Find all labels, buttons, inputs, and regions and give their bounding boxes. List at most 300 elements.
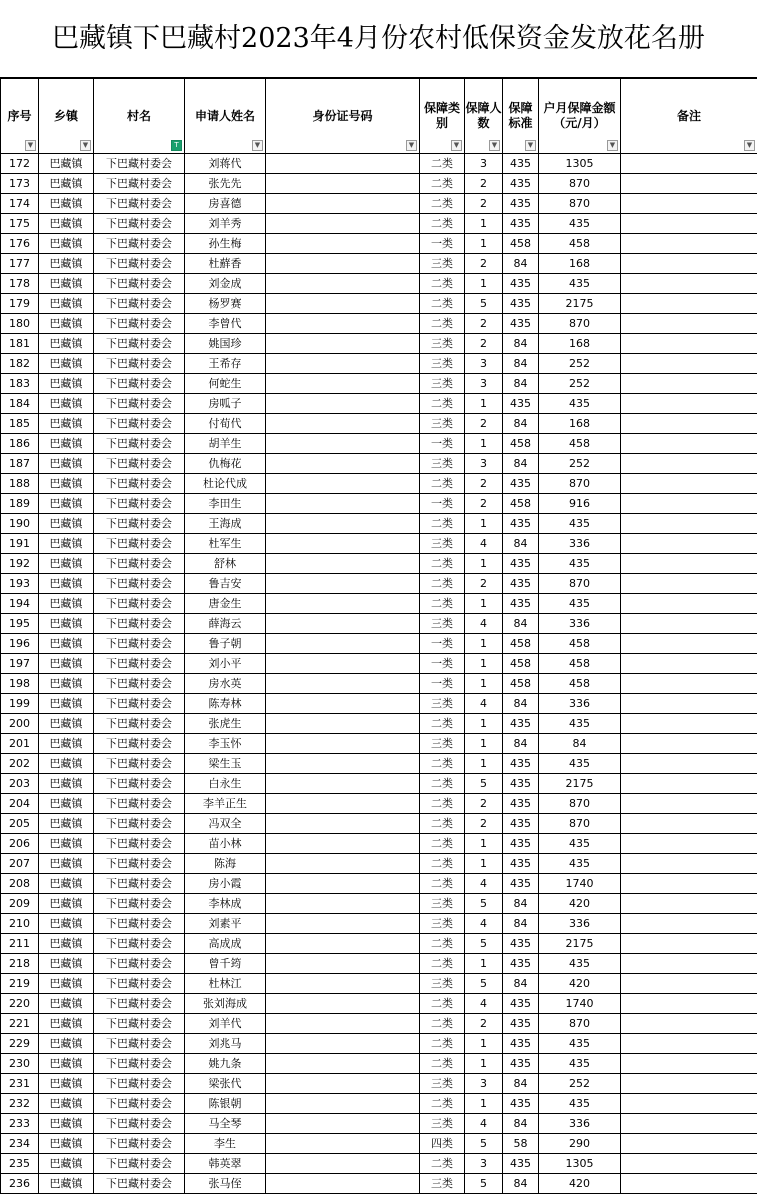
- cell-town[interactable]: 巴藏镇: [39, 194, 94, 214]
- cell-village[interactable]: 下巴藏村委会: [94, 414, 185, 434]
- cell-village[interactable]: 下巴藏村委会: [94, 694, 185, 714]
- cell-name[interactable]: 唐金生: [185, 594, 266, 614]
- cell-id[interactable]: [266, 454, 420, 474]
- cell-village[interactable]: 下巴藏村委会: [94, 314, 185, 334]
- cell-standard[interactable]: 435: [503, 714, 539, 734]
- cell-seq[interactable]: 199: [1, 694, 39, 714]
- cell-village[interactable]: 下巴藏村委会: [94, 214, 185, 234]
- cell-count[interactable]: 4: [465, 534, 503, 554]
- cell-id[interactable]: [266, 474, 420, 494]
- cell-note[interactable]: [621, 834, 757, 854]
- cell-monthly[interactable]: 336: [539, 534, 621, 554]
- cell-village[interactable]: 下巴藏村委会: [94, 774, 185, 794]
- cell-monthly[interactable]: 435: [539, 834, 621, 854]
- cell-category[interactable]: 三类: [420, 734, 465, 754]
- cell-village[interactable]: 下巴藏村委会: [94, 614, 185, 634]
- cell-note[interactable]: [621, 354, 757, 374]
- cell-name[interactable]: 张先先: [185, 174, 266, 194]
- cell-town[interactable]: 巴藏镇: [39, 394, 94, 414]
- cell-name[interactable]: 何蛇生: [185, 374, 266, 394]
- cell-town[interactable]: 巴藏镇: [39, 954, 94, 974]
- cell-category[interactable]: 二类: [420, 994, 465, 1014]
- cell-id[interactable]: [266, 254, 420, 274]
- cell-category[interactable]: 一类: [420, 494, 465, 514]
- cell-note[interactable]: [621, 554, 757, 574]
- cell-category[interactable]: 三类: [420, 334, 465, 354]
- cell-note[interactable]: [621, 594, 757, 614]
- cell-count[interactable]: 4: [465, 874, 503, 894]
- cell-id[interactable]: [266, 294, 420, 314]
- cell-name[interactable]: 张马侄: [185, 1174, 266, 1194]
- cell-id[interactable]: [266, 334, 420, 354]
- cell-note[interactable]: [621, 714, 757, 734]
- cell-standard[interactable]: 435: [503, 1014, 539, 1034]
- cell-note[interactable]: [621, 974, 757, 994]
- cell-count[interactable]: 1: [465, 1054, 503, 1074]
- cell-count[interactable]: 5: [465, 974, 503, 994]
- cell-monthly[interactable]: 1740: [539, 874, 621, 894]
- cell-village[interactable]: 下巴藏村委会: [94, 854, 185, 874]
- cell-count[interactable]: 1: [465, 754, 503, 774]
- cell-id[interactable]: [266, 434, 420, 454]
- cell-note[interactable]: [621, 494, 757, 514]
- cell-name[interactable]: 李田生: [185, 494, 266, 514]
- cell-name[interactable]: 陈海: [185, 854, 266, 874]
- cell-count[interactable]: 2: [465, 494, 503, 514]
- cell-monthly[interactable]: 435: [539, 954, 621, 974]
- cell-id[interactable]: [266, 154, 420, 174]
- cell-seq[interactable]: 180: [1, 314, 39, 334]
- cell-monthly[interactable]: 435: [539, 714, 621, 734]
- cell-seq[interactable]: 174: [1, 194, 39, 214]
- cell-seq[interactable]: 231: [1, 1074, 39, 1094]
- cell-count[interactable]: 1: [465, 734, 503, 754]
- cell-seq[interactable]: 183: [1, 374, 39, 394]
- cell-standard[interactable]: 435: [503, 514, 539, 534]
- cell-category[interactable]: 二类: [420, 174, 465, 194]
- cell-category[interactable]: 四类: [420, 1134, 465, 1154]
- cell-id[interactable]: [266, 994, 420, 1014]
- cell-standard[interactable]: 435: [503, 1034, 539, 1054]
- cell-count[interactable]: 1: [465, 554, 503, 574]
- cell-note[interactable]: [621, 954, 757, 974]
- cell-count[interactable]: 3: [465, 354, 503, 374]
- cell-count[interactable]: 1: [465, 1094, 503, 1114]
- cell-category[interactable]: 一类: [420, 234, 465, 254]
- cell-town[interactable]: 巴藏镇: [39, 774, 94, 794]
- cell-category[interactable]: 二类: [420, 854, 465, 874]
- cell-id[interactable]: [266, 814, 420, 834]
- cell-town[interactable]: 巴藏镇: [39, 1014, 94, 1034]
- cell-seq[interactable]: 218: [1, 954, 39, 974]
- cell-town[interactable]: 巴藏镇: [39, 874, 94, 894]
- cell-id[interactable]: [266, 774, 420, 794]
- cell-town[interactable]: 巴藏镇: [39, 754, 94, 774]
- cell-category[interactable]: 二类: [420, 554, 465, 574]
- cell-count[interactable]: 1: [465, 854, 503, 874]
- cell-standard[interactable]: 435: [503, 214, 539, 234]
- cell-seq[interactable]: 196: [1, 634, 39, 654]
- cell-standard[interactable]: 458: [503, 234, 539, 254]
- cell-name[interactable]: 张刘海成: [185, 994, 266, 1014]
- cell-name[interactable]: 陈银朝: [185, 1094, 266, 1114]
- cell-note[interactable]: [621, 1174, 757, 1194]
- cell-standard[interactable]: 435: [503, 594, 539, 614]
- cell-category[interactable]: 三类: [420, 1074, 465, 1094]
- cell-village[interactable]: 下巴藏村委会: [94, 174, 185, 194]
- cell-note[interactable]: [621, 1034, 757, 1054]
- cell-monthly[interactable]: 870: [539, 194, 621, 214]
- cell-town[interactable]: 巴藏镇: [39, 174, 94, 194]
- cell-category[interactable]: 二类: [420, 794, 465, 814]
- cell-seq[interactable]: 172: [1, 154, 39, 174]
- cell-id[interactable]: [266, 1034, 420, 1054]
- cell-count[interactable]: 3: [465, 1154, 503, 1174]
- cell-id[interactable]: [266, 1174, 420, 1194]
- cell-monthly[interactable]: 435: [539, 1054, 621, 1074]
- cell-standard[interactable]: 435: [503, 1154, 539, 1174]
- cell-name[interactable]: 白永生: [185, 774, 266, 794]
- cell-seq[interactable]: 176: [1, 234, 39, 254]
- cell-count[interactable]: 1: [465, 274, 503, 294]
- cell-standard[interactable]: 435: [503, 794, 539, 814]
- cell-seq[interactable]: 200: [1, 714, 39, 734]
- cell-name[interactable]: 刘羊秀: [185, 214, 266, 234]
- cell-name[interactable]: 杨罗赛: [185, 294, 266, 314]
- cell-note[interactable]: [621, 154, 757, 174]
- cell-monthly[interactable]: 290: [539, 1134, 621, 1154]
- cell-note[interactable]: [621, 574, 757, 594]
- cell-count[interactable]: 2: [465, 794, 503, 814]
- cell-town[interactable]: 巴藏镇: [39, 1114, 94, 1134]
- cell-note[interactable]: [621, 234, 757, 254]
- cell-town[interactable]: 巴藏镇: [39, 634, 94, 654]
- cell-monthly[interactable]: 336: [539, 694, 621, 714]
- cell-id[interactable]: [266, 894, 420, 914]
- cell-seq[interactable]: 198: [1, 674, 39, 694]
- cell-id[interactable]: [266, 934, 420, 954]
- cell-note[interactable]: [621, 1114, 757, 1134]
- cell-standard[interactable]: 435: [503, 854, 539, 874]
- cell-monthly[interactable]: 870: [539, 174, 621, 194]
- cell-id[interactable]: [266, 594, 420, 614]
- cell-name[interactable]: 刘小平: [185, 654, 266, 674]
- cell-name[interactable]: 薛海云: [185, 614, 266, 634]
- cell-village[interactable]: 下巴藏村委会: [94, 574, 185, 594]
- cell-monthly[interactable]: 870: [539, 574, 621, 594]
- cell-id[interactable]: [266, 754, 420, 774]
- cell-category[interactable]: 二类: [420, 754, 465, 774]
- cell-id[interactable]: [266, 794, 420, 814]
- cell-name[interactable]: 李生: [185, 1134, 266, 1154]
- cell-name[interactable]: 刘素平: [185, 914, 266, 934]
- cell-category[interactable]: 二类: [420, 514, 465, 534]
- active-filter-icon[interactable]: T: [171, 140, 182, 151]
- cell-category[interactable]: 二类: [420, 1154, 465, 1174]
- cell-town[interactable]: 巴藏镇: [39, 574, 94, 594]
- cell-note[interactable]: [621, 934, 757, 954]
- cell-count[interactable]: 2: [465, 194, 503, 214]
- cell-id[interactable]: [266, 494, 420, 514]
- cell-note[interactable]: [621, 694, 757, 714]
- cell-category[interactable]: 二类: [420, 154, 465, 174]
- cell-name[interactable]: 王海成: [185, 514, 266, 534]
- cell-category[interactable]: 二类: [420, 394, 465, 414]
- cell-standard[interactable]: 458: [503, 674, 539, 694]
- cell-standard[interactable]: 84: [503, 694, 539, 714]
- cell-note[interactable]: [621, 274, 757, 294]
- cell-standard[interactable]: 435: [503, 1094, 539, 1114]
- cell-standard[interactable]: 58: [503, 1134, 539, 1154]
- cell-count[interactable]: 1: [465, 634, 503, 654]
- cell-village[interactable]: 下巴藏村委会: [94, 434, 185, 454]
- cell-village[interactable]: 下巴藏村委会: [94, 874, 185, 894]
- cell-seq[interactable]: 192: [1, 554, 39, 574]
- cell-id[interactable]: [266, 1054, 420, 1074]
- cell-id[interactable]: [266, 854, 420, 874]
- cell-count[interactable]: 2: [465, 254, 503, 274]
- cell-village[interactable]: 下巴藏村委会: [94, 1114, 185, 1134]
- cell-seq[interactable]: 191: [1, 534, 39, 554]
- cell-name[interactable]: 孙生梅: [185, 234, 266, 254]
- cell-town[interactable]: 巴藏镇: [39, 234, 94, 254]
- cell-village[interactable]: 下巴藏村委会: [94, 1014, 185, 1034]
- cell-name[interactable]: 李林成: [185, 894, 266, 914]
- cell-village[interactable]: 下巴藏村委会: [94, 534, 185, 554]
- cell-monthly[interactable]: 916: [539, 494, 621, 514]
- cell-id[interactable]: [266, 734, 420, 754]
- cell-monthly[interactable]: 435: [539, 1034, 621, 1054]
- cell-village[interactable]: 下巴藏村委会: [94, 154, 185, 174]
- cell-village[interactable]: 下巴藏村委会: [94, 234, 185, 254]
- cell-id[interactable]: [266, 694, 420, 714]
- cell-category[interactable]: 二类: [420, 1014, 465, 1034]
- cell-seq[interactable]: 177: [1, 254, 39, 274]
- cell-village[interactable]: 下巴藏村委会: [94, 754, 185, 774]
- cell-standard[interactable]: 435: [503, 874, 539, 894]
- cell-id[interactable]: [266, 414, 420, 434]
- cell-id[interactable]: [266, 534, 420, 554]
- cell-seq[interactable]: 188: [1, 474, 39, 494]
- cell-name[interactable]: 高成成: [185, 934, 266, 954]
- cell-name[interactable]: 苗小林: [185, 834, 266, 854]
- cell-village[interactable]: 下巴藏村委会: [94, 794, 185, 814]
- cell-name[interactable]: 杜蘚香: [185, 254, 266, 274]
- cell-standard[interactable]: 435: [503, 394, 539, 414]
- cell-id[interactable]: [266, 194, 420, 214]
- cell-category[interactable]: 二类: [420, 194, 465, 214]
- cell-category[interactable]: 三类: [420, 534, 465, 554]
- cell-name[interactable]: 姚九条: [185, 1054, 266, 1074]
- cell-standard[interactable]: 84: [503, 894, 539, 914]
- cell-village[interactable]: 下巴藏村委会: [94, 254, 185, 274]
- cell-village[interactable]: 下巴藏村委会: [94, 974, 185, 994]
- cell-monthly[interactable]: 435: [539, 394, 621, 414]
- cell-seq[interactable]: 195: [1, 614, 39, 634]
- cell-standard[interactable]: 84: [503, 614, 539, 634]
- cell-village[interactable]: 下巴藏村委会: [94, 194, 185, 214]
- cell-monthly[interactable]: 435: [539, 754, 621, 774]
- cell-town[interactable]: 巴藏镇: [39, 1174, 94, 1194]
- cell-category[interactable]: 三类: [420, 374, 465, 394]
- cell-count[interactable]: 1: [465, 714, 503, 734]
- cell-village[interactable]: 下巴藏村委会: [94, 294, 185, 314]
- cell-monthly[interactable]: 870: [539, 314, 621, 334]
- cell-name[interactable]: 刘兆马: [185, 1034, 266, 1054]
- cell-id[interactable]: [266, 1094, 420, 1114]
- cell-id[interactable]: [266, 174, 420, 194]
- cell-monthly[interactable]: 435: [539, 554, 621, 574]
- cell-count[interactable]: 1: [465, 234, 503, 254]
- cell-village[interactable]: 下巴藏村委会: [94, 1034, 185, 1054]
- cell-village[interactable]: 下巴藏村委会: [94, 514, 185, 534]
- cell-monthly[interactable]: 435: [539, 214, 621, 234]
- cell-town[interactable]: 巴藏镇: [39, 1154, 94, 1174]
- cell-town[interactable]: 巴藏镇: [39, 734, 94, 754]
- cell-village[interactable]: 下巴藏村委会: [94, 674, 185, 694]
- cell-note[interactable]: [621, 614, 757, 634]
- cell-category[interactable]: 一类: [420, 674, 465, 694]
- cell-village[interactable]: 下巴藏村委会: [94, 954, 185, 974]
- cell-seq[interactable]: 182: [1, 354, 39, 374]
- cell-note[interactable]: [621, 654, 757, 674]
- cell-name[interactable]: 李曾代: [185, 314, 266, 334]
- cell-town[interactable]: 巴藏镇: [39, 274, 94, 294]
- cell-count[interactable]: 3: [465, 154, 503, 174]
- cell-id[interactable]: [266, 354, 420, 374]
- cell-town[interactable]: 巴藏镇: [39, 854, 94, 874]
- cell-monthly[interactable]: 458: [539, 654, 621, 674]
- cell-seq[interactable]: 232: [1, 1094, 39, 1114]
- dropdown-filter-icon[interactable]: ▼: [451, 140, 462, 151]
- cell-seq[interactable]: 207: [1, 854, 39, 874]
- cell-seq[interactable]: 233: [1, 1114, 39, 1134]
- cell-category[interactable]: 二类: [420, 214, 465, 234]
- cell-town[interactable]: 巴藏镇: [39, 894, 94, 914]
- cell-name[interactable]: 胡羊生: [185, 434, 266, 454]
- cell-seq[interactable]: 178: [1, 274, 39, 294]
- cell-monthly[interactable]: 435: [539, 854, 621, 874]
- cell-standard[interactable]: 435: [503, 474, 539, 494]
- cell-count[interactable]: 4: [465, 694, 503, 714]
- cell-id[interactable]: [266, 714, 420, 734]
- cell-name[interactable]: 刘羊代: [185, 1014, 266, 1034]
- cell-name[interactable]: 房喜德: [185, 194, 266, 214]
- cell-seq[interactable]: 181: [1, 334, 39, 354]
- cell-town[interactable]: 巴藏镇: [39, 254, 94, 274]
- cell-name[interactable]: 韩英翠: [185, 1154, 266, 1174]
- cell-seq[interactable]: 204: [1, 794, 39, 814]
- cell-village[interactable]: 下巴藏村委会: [94, 714, 185, 734]
- cell-town[interactable]: 巴藏镇: [39, 354, 94, 374]
- cell-monthly[interactable]: 168: [539, 254, 621, 274]
- cell-name[interactable]: 付荀代: [185, 414, 266, 434]
- dropdown-filter-icon[interactable]: ▼: [406, 140, 417, 151]
- cell-monthly[interactable]: 870: [539, 474, 621, 494]
- cell-town[interactable]: 巴藏镇: [39, 1094, 94, 1114]
- cell-count[interactable]: 1: [465, 434, 503, 454]
- cell-count[interactable]: 5: [465, 1134, 503, 1154]
- cell-standard[interactable]: 435: [503, 814, 539, 834]
- cell-town[interactable]: 巴藏镇: [39, 794, 94, 814]
- cell-count[interactable]: 4: [465, 614, 503, 634]
- cell-village[interactable]: 下巴藏村委会: [94, 654, 185, 674]
- cell-category[interactable]: 二类: [420, 814, 465, 834]
- cell-count[interactable]: 3: [465, 454, 503, 474]
- cell-town[interactable]: 巴藏镇: [39, 814, 94, 834]
- cell-id[interactable]: [266, 674, 420, 694]
- cell-town[interactable]: 巴藏镇: [39, 374, 94, 394]
- cell-id[interactable]: [266, 654, 420, 674]
- cell-village[interactable]: 下巴藏村委会: [94, 354, 185, 374]
- cell-id[interactable]: [266, 374, 420, 394]
- cell-monthly[interactable]: 84: [539, 734, 621, 754]
- cell-id[interactable]: [266, 634, 420, 654]
- cell-village[interactable]: 下巴藏村委会: [94, 634, 185, 654]
- cell-standard[interactable]: 84: [503, 734, 539, 754]
- cell-town[interactable]: 巴藏镇: [39, 974, 94, 994]
- cell-category[interactable]: 二类: [420, 1034, 465, 1054]
- cell-town[interactable]: 巴藏镇: [39, 434, 94, 454]
- cell-id[interactable]: [266, 394, 420, 414]
- cell-standard[interactable]: 435: [503, 954, 539, 974]
- cell-note[interactable]: [621, 994, 757, 1014]
- cell-name[interactable]: 杜军生: [185, 534, 266, 554]
- cell-standard[interactable]: 458: [503, 494, 539, 514]
- cell-village[interactable]: 下巴藏村委会: [94, 734, 185, 754]
- cell-count[interactable]: 1: [465, 514, 503, 534]
- cell-note[interactable]: [621, 734, 757, 754]
- cell-town[interactable]: 巴藏镇: [39, 834, 94, 854]
- cell-seq[interactable]: 229: [1, 1034, 39, 1054]
- cell-note[interactable]: [621, 454, 757, 474]
- cell-note[interactable]: [621, 474, 757, 494]
- cell-category[interactable]: 二类: [420, 934, 465, 954]
- cell-monthly[interactable]: 458: [539, 434, 621, 454]
- cell-standard[interactable]: 435: [503, 834, 539, 854]
- cell-monthly[interactable]: 2175: [539, 774, 621, 794]
- cell-category[interactable]: 三类: [420, 974, 465, 994]
- cell-note[interactable]: [621, 194, 757, 214]
- dropdown-filter-icon[interactable]: ▼: [607, 140, 618, 151]
- cell-standard[interactable]: 84: [503, 1074, 539, 1094]
- cell-note[interactable]: [621, 914, 757, 934]
- cell-monthly[interactable]: 870: [539, 814, 621, 834]
- cell-monthly[interactable]: 420: [539, 1174, 621, 1194]
- cell-category[interactable]: 二类: [420, 714, 465, 734]
- cell-seq[interactable]: 189: [1, 494, 39, 514]
- cell-town[interactable]: 巴藏镇: [39, 1034, 94, 1054]
- cell-standard[interactable]: 84: [503, 414, 539, 434]
- cell-town[interactable]: 巴藏镇: [39, 934, 94, 954]
- cell-monthly[interactable]: 336: [539, 1114, 621, 1134]
- cell-name[interactable]: 刘蒋代: [185, 154, 266, 174]
- dropdown-filter-icon[interactable]: ▼: [525, 140, 536, 151]
- cell-town[interactable]: 巴藏镇: [39, 214, 94, 234]
- cell-count[interactable]: 1: [465, 1034, 503, 1054]
- cell-town[interactable]: 巴藏镇: [39, 654, 94, 674]
- cell-monthly[interactable]: 435: [539, 1094, 621, 1114]
- cell-monthly[interactable]: 252: [539, 374, 621, 394]
- cell-standard[interactable]: 435: [503, 574, 539, 594]
- cell-seq[interactable]: 208: [1, 874, 39, 894]
- cell-count[interactable]: 2: [465, 814, 503, 834]
- cell-id[interactable]: [266, 274, 420, 294]
- cell-seq[interactable]: 209: [1, 894, 39, 914]
- cell-monthly[interactable]: 2175: [539, 294, 621, 314]
- cell-monthly[interactable]: 458: [539, 234, 621, 254]
- cell-village[interactable]: 下巴藏村委会: [94, 1154, 185, 1174]
